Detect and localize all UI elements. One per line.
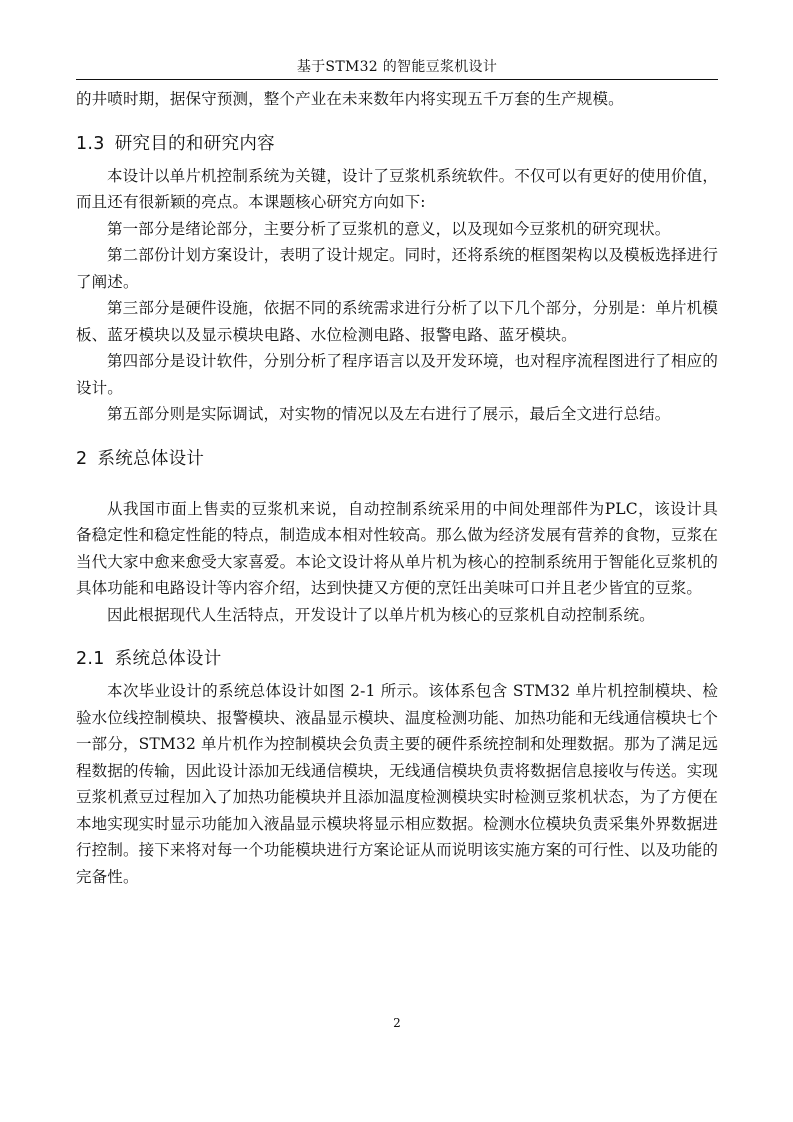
page-number: 2 [393, 1016, 401, 1030]
section-number: 2 [76, 448, 88, 469]
section-number: 2.1 [76, 649, 105, 669]
paragraph: 第二部份计划方案设计，表明了设计规定。同时，还将系统的框图架构以及模板选择进行了阐述。 [76, 246, 718, 291]
paragraph: 本次毕业设计的系统总体设计如图 2-1 所示。该体系包含 STM32 单片机控制模块、检验水位线控制模块、报警模块、液晶显示模块、温度检测功能、加热功能和无线通信模块七个一部分，STM32 单片机作为控制模块会负责主要的硬件系统控制和处理数据。那为了满足远程数据的传输，因此设计添加无线通信模块，无线通信模块负责将数据信息接收与传送。实现豆浆机煮豆过程加入了加热功能模块并且添加温度检测模块实时检测豆浆机状态，为了方便在本地实现实时显示功能加入液晶显示模块将显示相应数据。检测水位模块负责采集外界数据进行控制。接下来将对每一个功能模块进行方案论证从而说明该实施方案的可行性、以及功能的完备性。 [76, 682, 718, 886]
paragraph: 第四部分是设计软件，分别分析了程序语言以及开发环境，也对程序流程图进行了相应的设计。 [76, 352, 718, 397]
header-rule [76, 79, 718, 80]
running-header: 基于STM32 的智能豆浆机设计 [296, 59, 498, 75]
paragraph: 第五部分则是实际调试，对实物的情况以及左右进行了展示，最后全文进行总结。 [107, 405, 671, 423]
paragraph: 第三部分是硬件设施，依据不同的系统需求进行分析了以下几个部分，分别是：单片机模板、蓝牙模块以及显示模块电路、水位检测电路、报警电路、蓝牙模块。 [76, 299, 718, 344]
section-title: 系统总体设计 [97, 448, 205, 469]
paragraph: 从我国市面上售卖的豆浆机来说，自动控制系统采用的中间处理部件为PLC，该设计具备稳定性和稳定性能的特点，制造成本相对性较高。那么做为经济发展有营养的食物，豆浆在当代大家中愈来愈受大家喜爱。本论文设计将从单片机为核心的控制系统用于智能化豆浆机的具体功能和电路设计等内容介绍，达到快捷又方便的烹饪出美味可口并且老少皆宜的豆浆。 [76, 499, 718, 597]
section-heading-1-3 [76, 132, 718, 156]
paragraph: 本设计以单片机控制系统为关键，设计了豆浆机系统软件。不仅可以有更好的使用价值，而且还有很新颖的亮点。本课题核心研究方向如下: [76, 166, 718, 211]
section-heading-2-1 [76, 647, 718, 671]
page-body [76, 86, 718, 890]
section-number: 1.3 [76, 133, 105, 154]
section-title: 研究目的和研究内容 [114, 133, 275, 154]
paragraph: 因此根据现代人生活特点，开发设计了以单片机为核心的豆浆机自动控制系统。 [107, 605, 655, 624]
carry-over-paragraph: 的井喷时期，据保守预测，整个产业在未来数年内将实现五千万套的生产规模。 [76, 90, 624, 108]
paragraph: 第一部分是绪论部分，主要分析了豆浆机的意义，以及现如今豆浆机的研究现状。 [107, 219, 671, 238]
section-heading-2 [76, 447, 718, 471]
section-title: 系统总体设计 [114, 649, 222, 669]
